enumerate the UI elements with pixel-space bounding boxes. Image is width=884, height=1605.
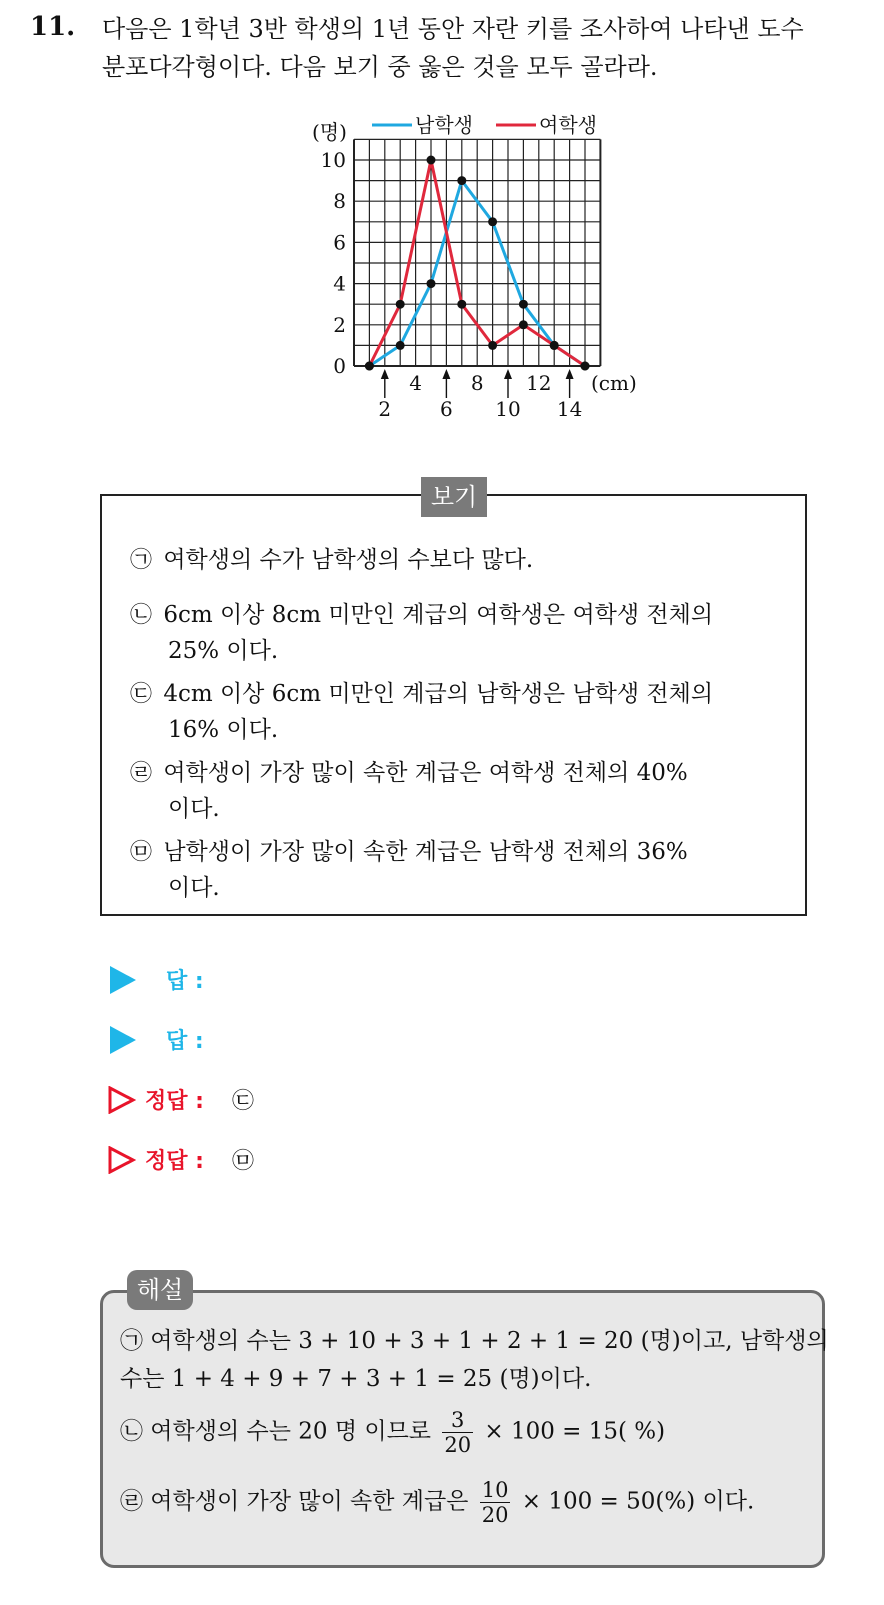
explanation-line-2: 수는 1 + 4 + 9 + 7 + 3 + 1 = 25 (명)이다. [120, 1366, 592, 1392]
data-point [427, 156, 436, 165]
legend-label: 남학생 [415, 113, 473, 137]
question-text-line1: 다음은 1학년 3반 학생의 1년 동안 자란 키를 조사하여 나타낸 도수 [102, 15, 804, 43]
y-tick-label: 2 [333, 312, 346, 337]
explanation-line-1: ㉠ 여학생의 수는 3 + 10 + 3 + 1 + 2 + 1 = 20 (명)이고, 남학생의 [120, 1328, 829, 1354]
bogi-mark: ㉡ [130, 603, 153, 628]
bogi-mark: ㉤ [130, 840, 153, 865]
x-axis-label: (cm) [591, 371, 637, 395]
correct-label-1: 정답 : [145, 1089, 204, 1114]
correct-marker-icon [108, 1146, 136, 1174]
data-point [457, 176, 466, 185]
x-tick-arrowhead [504, 369, 512, 379]
y-tick-label: 8 [333, 189, 346, 214]
answer-label-1: 답 : [166, 969, 204, 994]
data-point [396, 341, 405, 350]
y-tick-label: 4 [333, 271, 346, 296]
fraction-numerator: 3 [442, 1408, 473, 1433]
bogi-item-text: 여학생의 수가 남학생의 수보다 많다. [163, 547, 534, 573]
x-tick-arrowhead [381, 369, 389, 379]
question-text-line2: 분포다각형이다. 다음 보기 중 옳은 것을 모두 골라라. [102, 53, 658, 81]
explanation-line-3-pre: ㉡ 여학생의 수는 20 명 이므로 [120, 1418, 432, 1445]
correct-marker-icon [108, 1086, 136, 1114]
bogi-title: 보기 [421, 477, 487, 517]
fraction-numerator: 10 [481, 1478, 509, 1502]
data-point [519, 300, 528, 309]
bogi-item-3-cont: 16% 이다. [168, 717, 279, 743]
explanation-line-4 [120, 1478, 754, 1527]
bogi-item-4-cont: 이다. [168, 796, 220, 822]
correct-answer-1: ㉢ [232, 1089, 255, 1114]
x-tick-label: 12 [526, 371, 552, 395]
fraction-denominator: 20 [481, 1503, 509, 1527]
answer-marker-icon [110, 966, 136, 994]
explanation-line-3-post: × 100 = 15( %) [484, 1418, 666, 1445]
bogi-mark: ㉠ [130, 548, 153, 573]
explanation-line-4-pre: ㉣ 여학생이 가장 많이 속한 계급은 [120, 1488, 469, 1515]
bogi-item-text: 여학생이 가장 많이 속한 계급은 여학생 전체의 40% [163, 760, 688, 786]
data-point [396, 300, 405, 309]
y-tick-label: 0 [333, 354, 346, 378]
x-tick-label: 10 [495, 397, 521, 421]
question-number: 11. [30, 12, 76, 42]
bogi-item-5 [130, 835, 688, 870]
bogi-item-2-cont: 25% 이다. [168, 638, 279, 664]
fraction-10-20 [480, 1478, 511, 1527]
x-tick-label: 4 [409, 371, 422, 395]
answer-marker-icon [110, 1026, 136, 1054]
y-tick-label: 6 [333, 230, 346, 255]
bogi-mark: ㉣ [130, 761, 153, 786]
data-point [519, 320, 528, 329]
bogi-item-text: 4cm 이상 6cm 미만인 계급의 남학생은 남학생 전체의 [163, 681, 714, 707]
bogi-item-2 [130, 598, 713, 633]
x-tick-label: 6 [440, 397, 453, 421]
bogi-item-1 [130, 543, 533, 578]
bogi-item-text: 남학생이 가장 많이 속한 계급은 남학생 전체의 36% [163, 839, 688, 865]
bogi-item-5-cont: 이다. [168, 875, 220, 901]
data-point [488, 341, 497, 350]
explanation-line-3 [120, 1408, 665, 1457]
bogi-mark: ㉢ [130, 682, 153, 707]
explanation-title: 해설 [127, 1270, 193, 1310]
frequency-polygon-chart [300, 108, 640, 428]
data-point [457, 300, 466, 309]
data-point [365, 362, 374, 371]
x-tick-label: 2 [378, 397, 392, 421]
fraction-denominator: 20 [444, 1433, 472, 1457]
data-point [427, 279, 436, 288]
data-point [550, 341, 559, 350]
x-tick-label: 14 [556, 397, 583, 421]
y-tick-label: 10 [320, 148, 346, 172]
correct-label-2: 정답 : [145, 1149, 204, 1174]
legend-label: 여학생 [539, 113, 597, 137]
bogi-item-text: 6cm 이상 8cm 미만인 계급의 여학생은 여학생 전체의 [163, 602, 714, 628]
data-point [581, 362, 590, 371]
y-axis-label: (명) [312, 120, 347, 144]
data-point [488, 217, 497, 226]
explanation-line-4-post: × 100 = 50(%) 이다. [521, 1488, 755, 1515]
x-tick-arrowhead [442, 369, 450, 379]
bogi-item-4 [130, 756, 688, 791]
answer-label-2: 답 : [166, 1029, 204, 1054]
x-tick-label: 8 [470, 371, 484, 395]
correct-answer-2: ㉤ [232, 1149, 255, 1174]
fraction-3-20 [442, 1408, 473, 1457]
x-tick-arrowhead [566, 369, 574, 379]
bogi-item-3 [130, 677, 713, 712]
